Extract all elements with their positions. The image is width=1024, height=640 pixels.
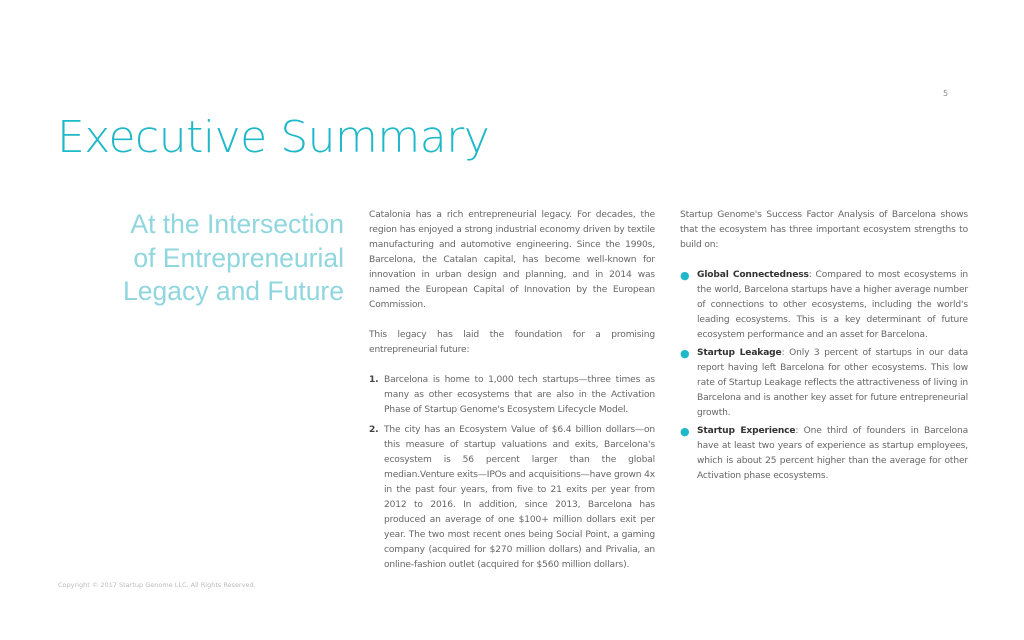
middle-column (369, 208, 655, 578)
list-text: The city has an Ecosystem Value of $6.4 billion dollars—on this measure of startup valuations and exits, Barcelona's ecosystem is 56 percent larger than the global median.Venture exits—IPOs and acquisitions—have grown 4x in the past four years, from five to 21 exits per year from 2012 to 2016. In addition, since 2013, Barcelona has produced an average of one $100+ million dollars exit per year. The two most recent ones being Social Point, a gaming company (acquired for $270 million dollars) and Privalia, an online-fashion outlet (acquired for $560 million dollars). (384, 425, 655, 570)
bullet-text: : Only 3 percent of startups in our data report having left Barcelona for other ecosystems. This low rate of Startup Leakage reflects the attractiveness of living in Barcelona and is another key asset for future entrepreneurial growth. (697, 348, 968, 418)
bullet-label: Global Connectedness (697, 270, 809, 280)
list-item (680, 424, 968, 484)
paragraph: Startup Genome's Success Factor Analysis of Barcelona shows that the ecosystem has three important ecosystem strengths to build on: (680, 210, 968, 250)
bullet-list (680, 268, 968, 484)
list-item (680, 268, 968, 343)
copyright-footer: Copyright © 2017 Startup Genome LLC. All Rights Reserved. (58, 581, 256, 589)
bullet-dot-icon: ● (680, 347, 690, 360)
subtitle-line: of Entrepreneurial (133, 242, 344, 273)
paragraph: This legacy has laid the foundation for a promising entrepreneurial future: (369, 330, 655, 355)
page-title: Executive Summary (57, 112, 490, 163)
list-item (369, 423, 655, 573)
bullet-dot-icon: ● (680, 425, 690, 438)
bullet-text: : Compared to most ecosystems in the world, Barcelona startups have a higher average number of connections to other ecosystems, including the world's leading ecosystems. This is a key determinant of future ecosystem performance and an asset for Barcelona. (697, 270, 968, 340)
subtitle-line: At the Intersection (130, 209, 344, 239)
numbered-list (369, 373, 655, 573)
list-text: Barcelona is home to 1,000 tech startups—three times as many as other ecosystems that are also in the Activation Phase of Startup Genome's Ecosystem Lifecycle Model. (384, 375, 655, 415)
list-item (680, 346, 968, 421)
bullet-label: Startup Experience (697, 426, 796, 436)
subtitle-line: Legacy and Future (123, 276, 344, 306)
bullet-text: : One third of founders in Barcelona have at least two years of experience as startup employees, which is about 25 percent higher than the average for other Activation phase ecosystems. (697, 426, 968, 481)
list-number: 1. (369, 375, 379, 385)
bullet-label: Startup Leakage (697, 348, 782, 358)
paragraph: Catalonia has a rich entrepreneurial legacy. For decades, the region has enjoyed a strong industrial economy driven by textile manufacturing and automotive engineering. Since the 1990s, Barcelona, the Catalan capital, has become well-known for innovation in urban design and planning, and in 2014 was named the European Capital of Innovation by the European Commission. (369, 210, 655, 310)
bullet-dot-icon: ● (680, 269, 690, 282)
section-subtitle (82, 208, 344, 309)
list-number: 2. (369, 425, 379, 435)
page-number: 5 (943, 89, 949, 98)
list-item (369, 373, 655, 418)
right-column (680, 208, 968, 487)
